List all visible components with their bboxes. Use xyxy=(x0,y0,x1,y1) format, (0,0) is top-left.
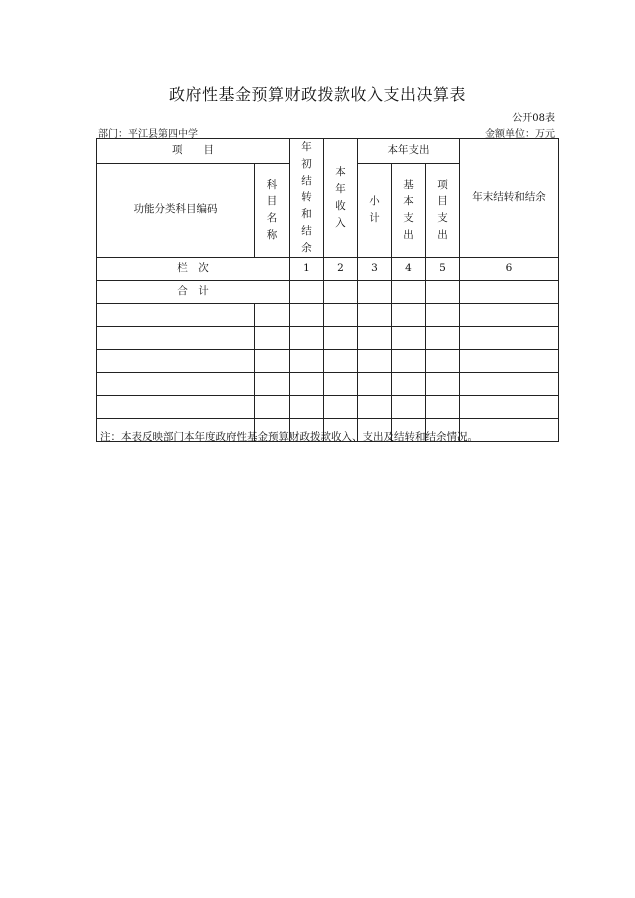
header-basic: 基本支出 xyxy=(392,163,426,257)
table-cell xyxy=(255,326,290,349)
column-number-row xyxy=(97,257,559,280)
table-cell xyxy=(255,349,290,372)
table-cell xyxy=(358,349,392,372)
table-cell xyxy=(290,395,324,418)
column-number-label: 栏 次 xyxy=(97,257,290,280)
column-number: 4 xyxy=(392,257,426,280)
table-cell xyxy=(255,372,290,395)
table-row xyxy=(97,303,559,326)
table-cell xyxy=(290,326,324,349)
total-label: 合 计 xyxy=(97,280,290,303)
table-cell xyxy=(426,395,460,418)
table-cell xyxy=(460,395,559,418)
header-subtotal: 小计 xyxy=(358,163,392,257)
department-label: 部门：平江县第四中学 xyxy=(98,129,198,140)
table-cell xyxy=(255,303,290,326)
form-number: 公开08表 xyxy=(512,113,555,124)
table-cell xyxy=(460,349,559,372)
table-cell xyxy=(426,280,460,303)
table-cell xyxy=(358,303,392,326)
table-cell xyxy=(290,349,324,372)
header-code: 功能分类科目编码 xyxy=(97,163,255,257)
table-cell xyxy=(97,349,255,372)
table-cell xyxy=(460,303,559,326)
table-row xyxy=(97,372,559,395)
header-item: 项 目 xyxy=(97,139,290,164)
column-number: 5 xyxy=(426,257,460,280)
table-cell xyxy=(392,349,426,372)
table-cell xyxy=(426,372,460,395)
total-row xyxy=(97,280,559,303)
table-cell xyxy=(426,303,460,326)
table-cell xyxy=(358,326,392,349)
table-cell xyxy=(392,303,426,326)
footnote: 注：本表反映部门本年度政府性基金预算财政拨款收入、支出及结转和结余情况。 xyxy=(100,431,478,443)
column-number: 2 xyxy=(324,257,358,280)
column-number: 6 xyxy=(460,257,559,280)
table-cell xyxy=(324,280,358,303)
table-cell xyxy=(324,303,358,326)
table-cell xyxy=(358,372,392,395)
table-cell xyxy=(460,372,559,395)
table-cell xyxy=(392,326,426,349)
table-cell xyxy=(392,280,426,303)
table-cell xyxy=(324,372,358,395)
table-cell xyxy=(324,349,358,372)
table-cell xyxy=(97,372,255,395)
table-row xyxy=(97,326,559,349)
header-income: 本年收入 xyxy=(324,139,358,258)
header-end-balance: 年末结转和结余 xyxy=(460,139,559,258)
table-cell xyxy=(426,349,460,372)
table-cell xyxy=(392,372,426,395)
header-expenditure-group: 本年支出 xyxy=(358,139,460,164)
table-cell xyxy=(97,395,255,418)
table-cell xyxy=(324,395,358,418)
table-cell xyxy=(460,326,559,349)
table-cell xyxy=(392,395,426,418)
header-name: 科目名称 xyxy=(255,163,290,257)
table-cell xyxy=(97,326,255,349)
budget-table xyxy=(96,138,559,442)
table-cell xyxy=(358,280,392,303)
table-cell xyxy=(290,372,324,395)
table-cell xyxy=(97,303,255,326)
column-number: 1 xyxy=(290,257,324,280)
column-number: 3 xyxy=(358,257,392,280)
table-row xyxy=(97,349,559,372)
table-cell xyxy=(358,395,392,418)
header-begin-balance: 年初结转和结余 xyxy=(290,139,324,258)
table-cell xyxy=(290,280,324,303)
table-cell xyxy=(426,326,460,349)
table-cell xyxy=(290,303,324,326)
table-row xyxy=(97,395,559,418)
unit-label: 金额单位：万元 xyxy=(485,129,555,140)
table-cell xyxy=(255,395,290,418)
table-cell xyxy=(460,280,559,303)
table-cell xyxy=(324,326,358,349)
header-project: 项目支出 xyxy=(426,163,460,257)
page-title: 政府性基金预算财政拨款收入支出决算表 xyxy=(168,85,466,104)
